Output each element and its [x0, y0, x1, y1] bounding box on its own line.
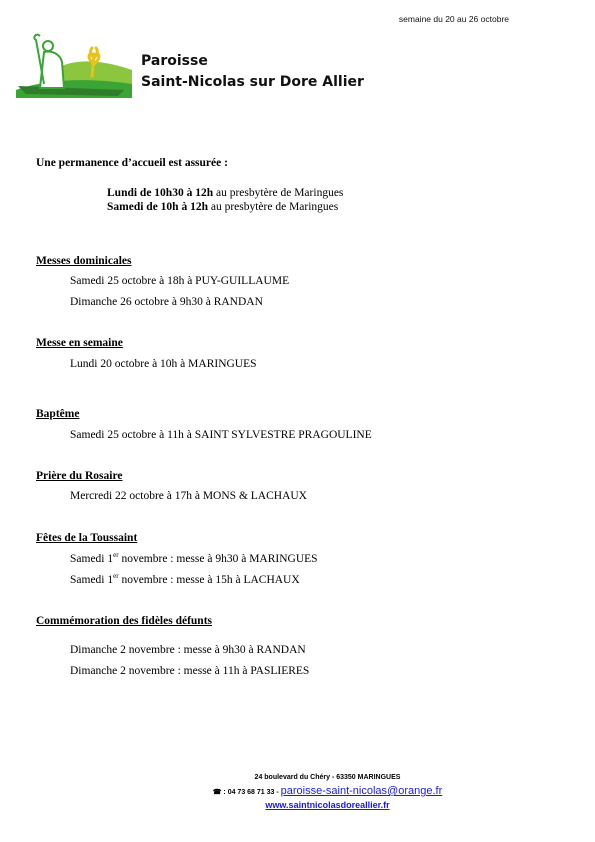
permanence-hours — [107, 186, 343, 214]
section-title-defunts: Commémoration des fidèles défunts — [36, 615, 212, 627]
parish-logo — [14, 32, 134, 102]
list-item: Samedi 1er novembre : messe à 9h30 à MARINGUES — [70, 551, 318, 565]
website-link[interactable]: www.saintnicolasdoreallier.fr — [265, 800, 390, 810]
list-item: Dimanche 26 octobre à 9h30 à RANDAN — [70, 296, 263, 308]
email-link[interactable]: paroisse-saint-nicolas@orange.fr — [280, 785, 443, 797]
footer-address: 24 boulevard du Chéry - 63350 MARINGUES — [254, 774, 401, 781]
list-item: Dimanche 2 novembre : messe à 11h à PASLIERES — [70, 665, 310, 677]
list-item: Samedi 25 octobre à 11h à SAINT SYLVESTRE PRAGOULINE — [70, 429, 372, 441]
list-item: Samedi 25 octobre à 18h à PUY-GUILLAUME — [70, 275, 290, 287]
section-title-bapteme: Baptême — [36, 408, 80, 420]
phone-number: ☎ : 04 73 68 71 33 - — [212, 789, 279, 796]
section-title-messe-semaine: Messe en semaine — [36, 337, 123, 349]
list-item: Mercredi 22 octobre à 17h à MONS & LACHAUX — [70, 490, 307, 502]
hours-line: Samedi de 10h à 12h au presbytère de Maringues — [107, 201, 339, 213]
section-title-rosaire: Prière du Rosaire — [36, 470, 123, 482]
footer-contact — [0, 785, 595, 797]
parish-title — [141, 51, 364, 93]
list-item: Dimanche 2 novembre : messe à 9h30 à RANDAN — [70, 644, 306, 656]
week-note: semaine du 20 au 26 octobre — [398, 14, 509, 24]
list-item: Samedi 1er novembre : messe à 15h à LACHAUX — [70, 572, 300, 586]
section-title-messes-dominicales: Messes dominicales — [36, 255, 132, 267]
section-title-toussaint: Fêtes de la Toussaint — [36, 532, 138, 544]
title-line-2: Saint-Nicolas sur Dore Allier — [141, 74, 364, 90]
list-item: Lundi 20 octobre à 10h à MARINGUES — [70, 358, 257, 370]
permanence-heading: Une permanence d’accueil est assurée : — [36, 157, 228, 169]
title-line-1: Paroisse — [141, 53, 208, 69]
hours-line: Lundi de 10h30 à 12h au presbytère de Maringues — [107, 187, 344, 199]
logo-figure-head — [43, 41, 53, 51]
